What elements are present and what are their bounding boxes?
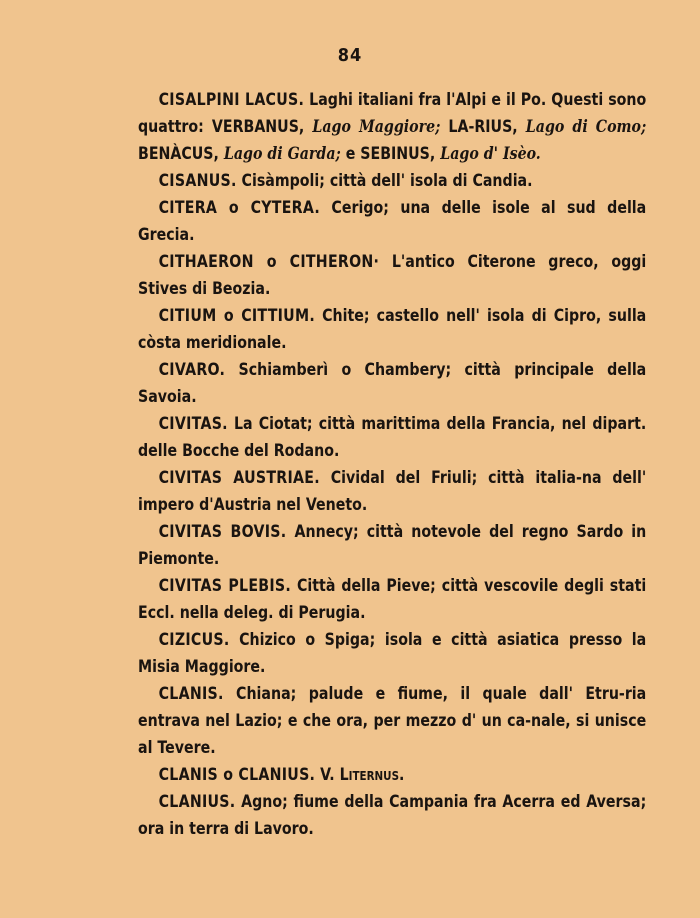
entry-definition: LA-RIUS,: [440, 117, 526, 136]
entry-definition: Annecy; città notevole del regno Sardo in Piemonte.: [138, 522, 647, 568]
entry-headword: CITIUM o CITTIUM.: [158, 306, 315, 325]
entry-definition: Cerigo; una delle isole al sud della Grecia.: [138, 198, 647, 244]
entry-headword: CIVITAS.: [158, 414, 228, 433]
dictionary-entry: [138, 788, 646, 842]
dictionary-entry: [138, 680, 646, 761]
entry-definition: Agno; fiume della Campania fra Acerra ed Aversa; ora in terra di Lavoro.: [138, 792, 647, 838]
entry-definition: Città della Pieve; città vescovile degli stati Eccl. nella deleg. di Perugia.: [138, 576, 647, 622]
entry-italic-text: Lago Maggiore;: [312, 117, 441, 136]
entry-headword: CITERA o CYTERA.: [158, 198, 320, 217]
dictionary-entry: [138, 518, 646, 572]
entry-headword: CLANIUS.: [158, 792, 236, 811]
entry-headword: CIVITAS BOVIS.: [158, 522, 287, 541]
entry-cross-reference: Liternus.: [339, 765, 405, 784]
entry-definition: L'antico Citerone greco, oggi Stives di Beozia.: [138, 252, 647, 298]
entry-headword: CIVITAS PLEBIS.: [158, 576, 292, 595]
entry-definition: La Ciotat; città marittima della Francia, nel dipart. delle Bocche del Rodano.: [138, 414, 647, 460]
entry-headword: CLANIS.: [158, 684, 224, 703]
entry-definition: V.: [315, 765, 340, 784]
entry-headword: CLANIS o CLANIUS.: [158, 765, 316, 784]
entry-definition: BENÀCUS,: [138, 144, 224, 163]
entry-italic-text: Lago d' Isèo.: [440, 144, 541, 163]
entry-definition: Cividal del Friuli; città italia-na dell' impero d'Austria nel Veneto.: [138, 468, 647, 514]
dictionary-entry: [138, 572, 646, 626]
entry-headword: CITHAERON o CITHERON·: [158, 252, 380, 271]
page-number: 84: [337, 45, 363, 66]
entry-definition: Chizico o Spiga; isola e città asiatica presso la Misia Maggiore.: [138, 630, 647, 676]
entry-headword: CISALPINI LACUS.: [158, 90, 305, 109]
entry-headword: CIVARO.: [158, 360, 226, 379]
dictionary-entry: [138, 761, 646, 788]
dictionary-entry: [138, 464, 646, 518]
entry-definition: e SEBINUS,: [340, 144, 441, 163]
dictionary-entry: [138, 302, 646, 356]
dictionary-entry: [138, 356, 646, 410]
dictionary-entry: [138, 86, 646, 167]
dictionary-entry: [138, 194, 646, 248]
dictionary-entry: [138, 248, 646, 302]
entry-headword: CIZICUS.: [158, 630, 230, 649]
entry-definition: Chiana; palude e fiume, il quale dall' Etru-ria entrava nel Lazio; e che ora, per mezzo d' un ca-nale, si unisce al Tevere.: [138, 684, 647, 757]
dictionary-entry: [138, 410, 646, 464]
entry-italic-text: Lago di Como;: [525, 117, 647, 136]
entry-definition: Schiamberì o Chambery; città principale della Savoia.: [138, 360, 647, 406]
entry-headword: CIVITAS AUSTRIAE.: [158, 468, 320, 487]
entry-definition: Laghi italiani fra l'Alpi e il Po. Questi sono quattro: VERBANUS,: [138, 90, 647, 136]
entry-headword: CISANUS.: [158, 171, 237, 190]
entry-definition: Cisàmpoli; città dell' isola di Candia.: [236, 171, 533, 190]
dictionary-entries: [138, 86, 646, 842]
entry-italic-text: Lago di Garda;: [223, 144, 341, 163]
entry-definition: Chite; castello nell' isola di Cipro, sulla còsta meridionale.: [138, 306, 647, 352]
dictionary-entry: [138, 167, 646, 194]
dictionary-entry: [138, 626, 646, 680]
